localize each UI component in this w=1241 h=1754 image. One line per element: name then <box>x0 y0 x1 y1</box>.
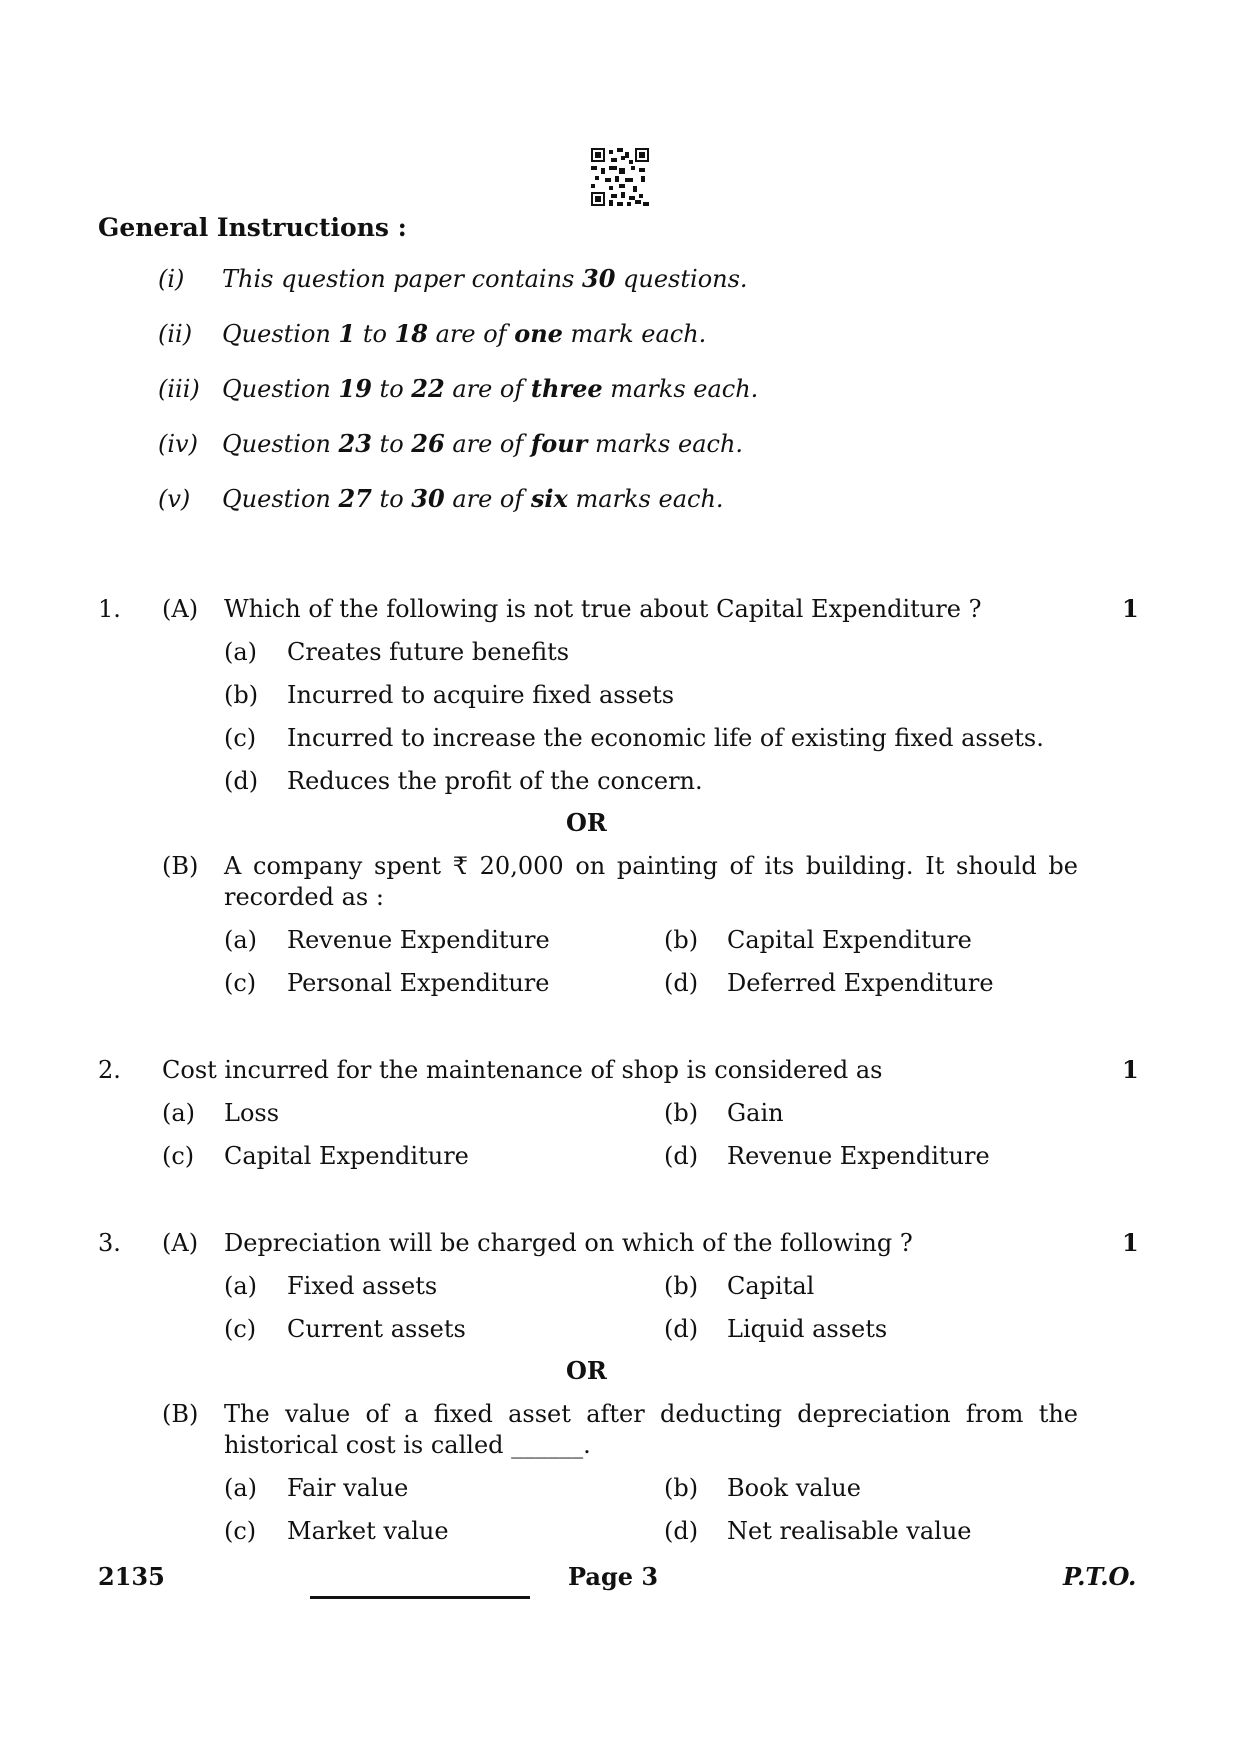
question-number: 3. <box>98 1229 121 1257</box>
question-text: recorded as : <box>224 883 384 911</box>
option-text: Loss <box>224 1099 280 1127</box>
option-label: (a) <box>224 1272 258 1300</box>
instruction-text: to <box>371 375 412 403</box>
question-text: historical cost is called ______. <box>224 1431 591 1459</box>
option-text: Creates future benefits <box>287 638 570 666</box>
pto-label: P.T.O. <box>1063 1562 1137 1591</box>
instruction-bold: 30 <box>411 484 445 513</box>
instruction-text: are of <box>444 485 531 513</box>
instruction-text: are of <box>427 320 515 348</box>
instruction-bold: one <box>514 319 563 348</box>
instructions-title: General Instructions : <box>98 213 407 242</box>
question-text: Which of the following is not true about Capital Expenditure ? <box>224 595 982 623</box>
footer-rule <box>310 1596 530 1599</box>
option-text: Capital Expenditure <box>224 1142 469 1170</box>
option-label: (b) <box>664 1099 699 1127</box>
option-label: (b) <box>664 1474 699 1502</box>
instruction-item <box>222 484 724 514</box>
instruction-text: are of <box>444 375 531 403</box>
instruction-text: questions. <box>615 265 748 293</box>
instruction-bold: 30 <box>582 264 616 293</box>
option-label: (d) <box>224 767 259 795</box>
option-text: Revenue Expenditure <box>727 1142 990 1170</box>
option-text: Incurred to acquire fixed assets <box>287 681 675 709</box>
option-text: Deferred Expenditure <box>727 969 994 997</box>
instruction-bold: 23 <box>338 429 372 458</box>
option-label: (a) <box>162 1099 196 1127</box>
part-label: (B) <box>162 1400 199 1428</box>
instruction-text: mark each. <box>562 320 707 348</box>
instruction-text: to <box>371 430 412 458</box>
option-label: (b) <box>664 926 699 954</box>
instruction-bold: four <box>530 429 588 458</box>
instruction-bold: 19 <box>338 374 372 403</box>
question-text: Depreciation will be charged on which of the following ? <box>224 1229 913 1257</box>
option-label: (b) <box>224 681 259 709</box>
option-text: Net realisable value <box>727 1517 972 1545</box>
option-label: (d) <box>664 969 699 997</box>
question-text: Cost incurred for the maintenance of shop is considered as <box>162 1056 883 1084</box>
part-label: (A) <box>162 1229 199 1257</box>
instruction-text: to <box>371 485 412 513</box>
option-label: (c) <box>224 1315 257 1343</box>
instruction-item <box>222 264 748 294</box>
option-label: (a) <box>224 638 258 666</box>
instruction-text: Question <box>222 485 339 513</box>
instruction-text: marks each. <box>567 485 724 513</box>
marks: 1 <box>1122 1055 1139 1084</box>
option-label: (a) <box>224 1474 258 1502</box>
instruction-bold: 22 <box>411 374 445 403</box>
question-text: The value of a fixed asset after deducting depreciation from the <box>224 1400 1078 1428</box>
option-text: Fixed assets <box>287 1272 438 1300</box>
instruction-item <box>222 319 706 349</box>
option-label: (c) <box>224 1517 257 1545</box>
instruction-text: are of <box>444 430 531 458</box>
option-text: Reduces the profit of the concern. <box>287 767 703 795</box>
marks: 1 <box>1122 1228 1139 1257</box>
question-text: A company spent ₹ 20,000 on painting of its building. It should be <box>224 852 1078 880</box>
option-text: Capital <box>727 1272 815 1300</box>
instruction-text: marks each. <box>602 375 759 403</box>
option-text: Personal Expenditure <box>287 969 550 997</box>
instruction-num: (iv) <box>158 430 198 458</box>
part-label: (B) <box>162 852 199 880</box>
instruction-bold: 18 <box>394 319 428 348</box>
instruction-num: (v) <box>158 485 191 513</box>
option-label: (c) <box>162 1142 195 1170</box>
instruction-item <box>222 429 743 459</box>
page-number: Page 3 <box>568 1562 659 1591</box>
instruction-text: This question paper contains <box>222 265 582 293</box>
option-label: (a) <box>224 926 258 954</box>
option-label: (c) <box>224 969 257 997</box>
option-label: (c) <box>224 724 257 752</box>
question-number: 2. <box>98 1056 121 1084</box>
option-text: Gain <box>727 1099 784 1127</box>
option-text: Book value <box>727 1474 861 1502</box>
instruction-text: marks each. <box>587 430 744 458</box>
option-text: Fair value <box>287 1474 409 1502</box>
instruction-text: Question <box>222 430 339 458</box>
instruction-bold: three <box>530 374 603 403</box>
option-label: (d) <box>664 1315 699 1343</box>
instruction-text: Question <box>222 320 339 348</box>
option-text: Liquid assets <box>727 1315 888 1343</box>
option-text: Capital Expenditure <box>727 926 972 954</box>
paper-code: 2135 <box>98 1562 165 1591</box>
or-divider: OR <box>566 1356 607 1385</box>
option-text: Market value <box>287 1517 449 1545</box>
or-divider: OR <box>566 808 607 837</box>
instruction-num: (iii) <box>158 375 200 403</box>
option-text: Incurred to increase the economic life of existing fixed assets. <box>287 724 1044 752</box>
instruction-bold: 1 <box>338 319 356 348</box>
instruction-bold: 26 <box>411 429 445 458</box>
instruction-text: Question <box>222 375 339 403</box>
instruction-num: (ii) <box>158 320 193 348</box>
instruction-num: (i) <box>158 265 185 293</box>
qr-code-icon <box>591 148 649 206</box>
option-label: (b) <box>664 1272 699 1300</box>
instruction-text: to <box>355 320 395 348</box>
option-label: (d) <box>664 1517 699 1545</box>
instruction-bold: six <box>530 484 568 513</box>
marks: 1 <box>1122 594 1139 623</box>
option-label: (d) <box>664 1142 699 1170</box>
option-text: Current assets <box>287 1315 466 1343</box>
instruction-bold: 27 <box>338 484 372 513</box>
question-number: 1. <box>98 595 121 623</box>
instruction-item <box>222 374 758 404</box>
option-text: Revenue Expenditure <box>287 926 550 954</box>
part-label: (A) <box>162 595 199 623</box>
